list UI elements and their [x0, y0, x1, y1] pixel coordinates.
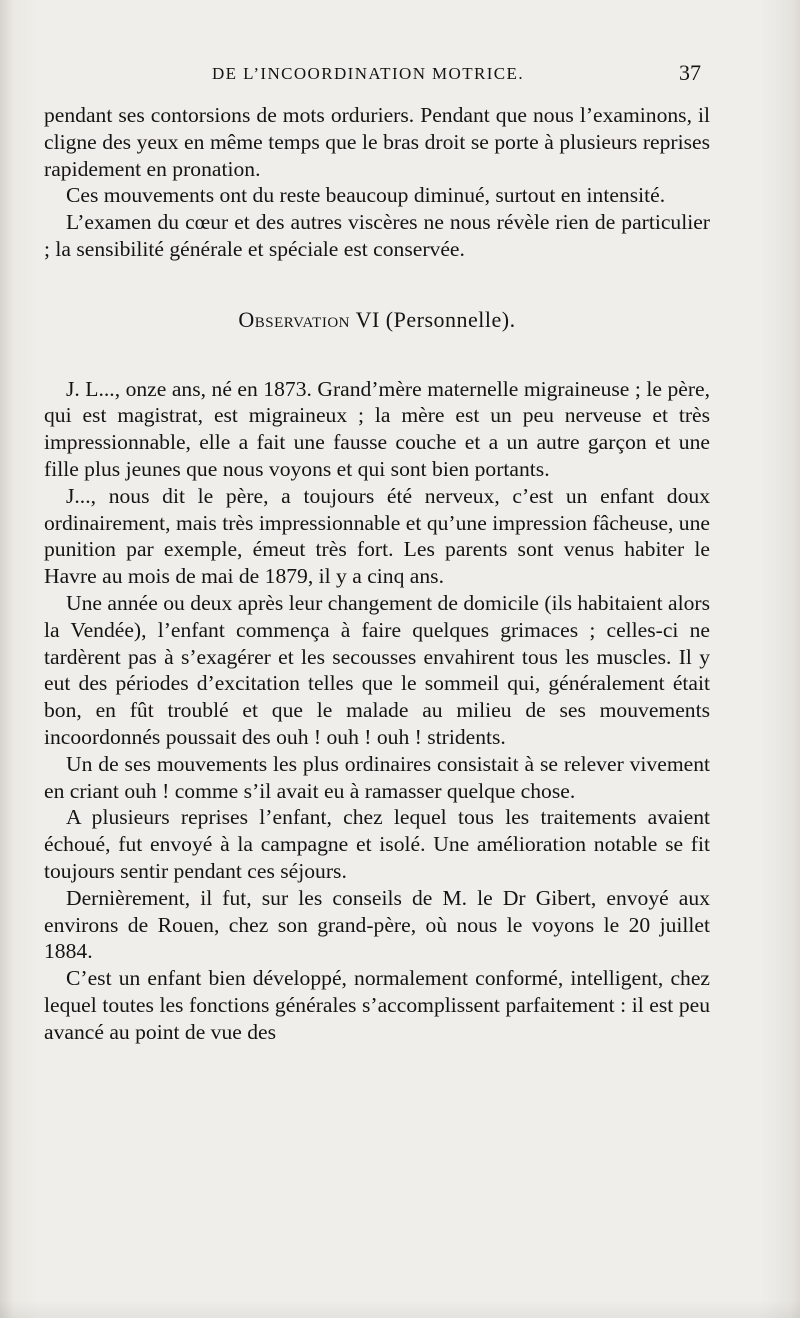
paragraph-1: pendant ses contorsions de mots orduriers. Pendant que nous l’examinons, il cligne des yeux en même temps que le bras droit se porte à plusieurs reprises rapidement en pronation.: [44, 103, 710, 181]
body-text: [44, 102, 710, 1046]
paragraph-5: J..., nous dit le père, a toujours été nerveux, c’est un enfant doux ordinairement, mais très impressionnable et qu’une impression fâcheuse, une punition par exemple, émeut très fort. Les parents sont venus habiter le Havre au mois de mai de 1879, il y a cinq ans.: [44, 483, 710, 589]
running-head: DE L’INCOORDINATION MOTRICE.: [212, 64, 524, 83]
observation-heading-label: Observation: [238, 306, 350, 332]
paragraph-10: C’est un enfant bien développé, normalement conformé, intelligent, chez lequel toutes les fonctions générales s’accomplissent parfaitement : il est peu avancé au point de vue des: [44, 966, 710, 1044]
page-header: [0, 60, 800, 90]
page-edge-shadow: [0, 1300, 800, 1318]
paragraph-2: Ces mouvements ont du reste beaucoup diminué, surtout en intensité.: [66, 183, 666, 208]
paragraph-8: A plusieurs reprises l’enfant, chez lequel tous les traitements avaient échoué, fut envoyé à la campagne et isolé. Une amélioration notable se fit toujours sentir pendant ces séjours.: [44, 805, 710, 883]
paragraph-9: Dernièrement, il fut, sur les conseils de M. le Dr Gibert, envoyé aux environs de Rouen, chez son grand-père, où nous le voyons le 20 juillet 1884.: [44, 885, 710, 964]
observation-heading-number: VI (Personnelle).: [349, 306, 516, 332]
paragraph-4: J. L..., onze ans, né en 1873. Grand’mère maternelle migraineuse ; le père, qui est magistrat, est migraineux ; la mère est un peu nerveuse et très impressionnable, elle a fait une fausse couche et a un autre garçon et une fille plus jeunes que nous voyons et qui sont bien portants.: [44, 376, 710, 481]
paragraph-7: Un de ses mouvements les plus ordinaires consistait à se relever vivement en criant ouh ! comme s’il avait eu à ramasser quelque chose.: [44, 751, 710, 803]
paragraph-6: Une année ou deux après leur changement de domicile (ils habitaient alors la Vendée), l’enfant commença à faire quelques grimaces ; celles-ci ne tardèrent pas à s’exagérer et les secousses envahirent tous les muscles. Il y eut des périodes d’excitation telles que le sommeil qui, généralement était bon, en fût troublé et que le malade au milieu de ses mouvements incoordonnés poussait des ouh ! ouh ! ouh ! stridents.: [44, 590, 710, 749]
paragraph-3: L’examen du cœur et des autres viscères ne nous révèle rien de particulier ; la sensibilité générale et spéciale est conservée.: [44, 210, 710, 261]
observation-heading: [44, 307, 710, 334]
page-number: 37: [679, 60, 701, 85]
